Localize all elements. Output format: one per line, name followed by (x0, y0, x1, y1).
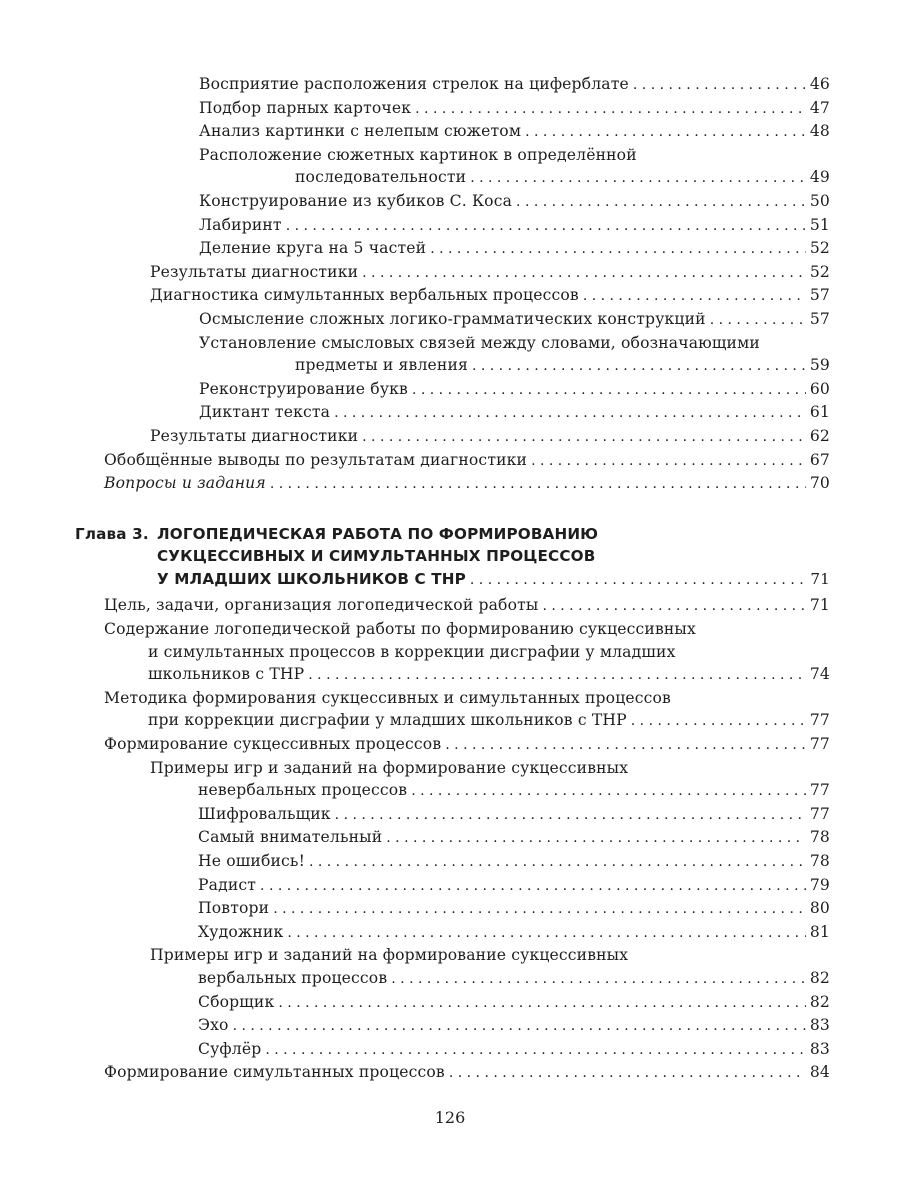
toc-entry-title: невербальных процессов (198, 781, 408, 800)
toc-entry-line (104, 687, 830, 710)
toc-entry-title: Не ошибись! (198, 852, 305, 870)
leader-dots (411, 780, 806, 803)
toc-entry-page: 82 (809, 968, 830, 987)
toc-entry-title: и симультанных процессов в коррекции дисграфии у младших (148, 642, 676, 661)
chapter-line-3 (75, 568, 830, 592)
toc-entry-title: Деление круга на 5 частей (199, 239, 427, 258)
leader-dots (415, 98, 806, 121)
toc-entry-line (199, 120, 830, 144)
leader-dots (531, 450, 806, 473)
toc-entry-line (198, 803, 830, 827)
leader-dots (278, 992, 805, 1015)
leader-dots (362, 426, 806, 449)
leader-dots (449, 1062, 806, 1085)
toc-entry[interactable] (150, 261, 830, 285)
toc-entry-line (199, 401, 830, 425)
toc-entry-line (104, 1061, 830, 1085)
toc-entry-title: Диагностика симультанных вербальных процессов (150, 286, 579, 305)
toc-entry-title: Восприятие расположения стрелок на циферблате (199, 75, 629, 93)
toc-entry-line (150, 284, 830, 308)
toc-entry-title: Осмысление сложных логико-грамматических конструкций (199, 309, 706, 328)
toc-entry-line (198, 1038, 830, 1062)
toc-entry-line (104, 472, 830, 496)
leader-dots (386, 827, 806, 850)
toc-entry[interactable] (104, 472, 830, 496)
toc-entry[interactable] (198, 1038, 830, 1062)
toc-entry-line (198, 1014, 830, 1038)
toc-entry-line (104, 449, 830, 473)
toc-entry-page: 52 (809, 262, 830, 281)
leader-dots (391, 968, 806, 991)
toc-entry-page: 78 (809, 828, 830, 847)
toc-entry-line (199, 332, 830, 355)
toc-entry-page: 70 (809, 474, 830, 493)
leader-dots (334, 402, 806, 425)
toc-entry-line (104, 709, 830, 733)
toc-entry-title: последовательности (295, 168, 467, 187)
toc-entry-page: 62 (809, 426, 830, 445)
toc-entry[interactable] (104, 594, 830, 618)
chapter-title-line: У МЛАДШИХ ШКОЛЬНИКОВ С ТНР (157, 569, 466, 588)
toc-entry-title: Примеры игр и заданий на формирование сукцессивных (150, 758, 629, 777)
toc-entry-line (199, 166, 830, 190)
toc-entry[interactable] (199, 144, 830, 190)
toc-entry[interactable] (198, 921, 830, 945)
toc-entry-page: 61 (809, 403, 830, 422)
toc-entry-line (104, 663, 830, 687)
toc-entry[interactable] (150, 757, 830, 803)
toc-entry[interactable] (199, 401, 830, 425)
toc-entry-line (198, 897, 830, 921)
toc-entry-title: Обобщённые выводы по результатам диагностики (104, 450, 528, 469)
toc-entry-title: Эхо (198, 1016, 229, 1035)
section-gap (0, 496, 900, 523)
toc-entry-page: 78 (809, 852, 830, 870)
leader-dots (270, 473, 806, 496)
chapter-line-2 (75, 545, 830, 568)
toc-entry-page: 49 (809, 168, 830, 187)
leader-dots (583, 285, 806, 308)
toc-entry-title: Лабиринт (199, 215, 282, 234)
chapter-number: Глава 3. (75, 524, 149, 543)
toc-entry-line (199, 97, 830, 121)
toc-entry-line (198, 921, 830, 945)
toc-entry[interactable] (198, 1014, 830, 1038)
toc-entry-title: Конструирование из кубиков С. Коса (199, 191, 513, 210)
toc-entry-title: Цель, задачи, организация логопедической работы (104, 596, 539, 615)
toc-section-bottom (0, 594, 900, 1084)
toc-entry[interactable] (150, 944, 830, 990)
toc-entry-line (199, 214, 830, 238)
leader-dots (525, 121, 806, 144)
toc-entry[interactable] (104, 449, 830, 473)
toc-entry-line (198, 826, 830, 850)
toc-entry-title: Содержание логопедической работы по формированию сукцессивных (104, 620, 696, 639)
toc-entry[interactable] (104, 618, 830, 687)
toc-entry-line (150, 779, 830, 803)
toc-entry-title: Повтори (198, 899, 270, 918)
leader-dots (260, 875, 806, 898)
leader-dots (631, 710, 806, 733)
toc-entry-line (199, 378, 830, 402)
toc-entry-line (104, 641, 830, 664)
toc-entry[interactable] (199, 120, 830, 144)
leader-dots (472, 355, 806, 378)
leader-dots (273, 898, 806, 921)
leader-dots (233, 1015, 806, 1038)
leader-dots (412, 379, 806, 402)
toc-entry-title: Расположение сюжетных картинок в определённой (199, 145, 637, 164)
toc-entry-title: Установление смысловых связей между словами, обозначающими (199, 333, 760, 352)
toc-entry-page: 77 (809, 711, 830, 730)
toc-entry[interactable] (199, 73, 830, 97)
toc-entry-page: 57 (809, 286, 830, 305)
toc-entry-page: 77 (809, 735, 830, 754)
toc-entry-title: Примеры игр и заданий на формирование сукцессивных (150, 946, 629, 965)
toc-entry-page: 59 (809, 356, 830, 375)
toc-entry[interactable] (198, 803, 830, 827)
chapter-title-line: ЛОГОПЕДИЧЕСКАЯ РАБОТА ПО ФОРМИРОВАНИЮ (157, 524, 599, 543)
toc-entry-title: школьников с ТНР (148, 665, 305, 684)
toc-entry-title: Вопросы и задания (104, 474, 266, 493)
toc-entry-page: 79 (809, 875, 830, 894)
toc-entry-line (150, 425, 830, 449)
toc-entry-page: 60 (809, 379, 830, 398)
toc-entry-title: Диктант текста (199, 403, 331, 422)
toc-entry[interactable] (198, 991, 830, 1015)
leader-dots (362, 262, 806, 285)
toc-entry[interactable] (199, 378, 830, 402)
toc-entry-page: 67 (809, 450, 830, 469)
leader-dots (286, 215, 806, 238)
chapter-heading[interactable] (75, 523, 830, 592)
leader-dots (445, 734, 806, 757)
leader-dots (287, 922, 805, 945)
toc-entry-line (104, 733, 830, 757)
leader-dots (633, 74, 806, 97)
toc-entry-line (104, 618, 830, 641)
toc-entry[interactable] (150, 284, 830, 308)
toc-entry-page: 52 (809, 239, 830, 258)
toc-entry-title: Самый внимательный (198, 828, 383, 847)
toc-entry[interactable] (104, 1061, 830, 1085)
toc-entry-title: при коррекции дисграфии у младших школьников с ТНР (148, 711, 627, 730)
toc-entry-page: 48 (809, 122, 830, 141)
toc-entry-title: Суфлёр (198, 1039, 262, 1058)
table-of-contents (0, 73, 900, 1085)
toc-entry-title: вербальных процессов (198, 968, 388, 987)
toc-entry-line (150, 757, 830, 780)
toc-entry-page: 81 (809, 922, 830, 941)
leader-dots (710, 309, 806, 332)
toc-entry[interactable] (199, 214, 830, 238)
toc-entry-page: 83 (809, 1016, 830, 1035)
toc-entry-title: Формирование сукцессивных процессов (104, 735, 442, 754)
toc-entry-title: Художник (198, 922, 284, 941)
toc-entry-line (199, 237, 830, 261)
toc-entry-page: 82 (809, 992, 830, 1011)
toc-entry[interactable] (199, 308, 830, 332)
leader-dots (309, 851, 806, 874)
toc-entry-title: Подбор парных карточек (199, 98, 412, 117)
leader-dots (470, 569, 806, 592)
toc-entry[interactable] (199, 97, 830, 121)
toc-entry-page: 47 (809, 98, 830, 117)
toc-entry[interactable] (198, 826, 830, 850)
toc-entry-title: Сборщик (198, 992, 275, 1011)
toc-entry-line (198, 874, 830, 898)
toc-entry-page: 50 (809, 191, 830, 210)
toc-entry[interactable] (198, 874, 830, 898)
leader-dots (430, 238, 806, 261)
toc-entry[interactable] (199, 332, 830, 378)
toc-entry-line (199, 354, 830, 378)
toc-entry-line (150, 944, 830, 967)
toc-entry-line (104, 594, 830, 618)
toc-entry-page: 57 (809, 309, 830, 328)
toc-entry-title: Методика формирования сукцессивных и симультанных процессов (104, 688, 671, 707)
toc-entry[interactable] (198, 850, 830, 874)
toc-entry[interactable] (104, 733, 830, 757)
toc-entry[interactable] (104, 687, 830, 733)
toc-entry[interactable] (199, 237, 830, 261)
leader-dots (265, 1039, 806, 1062)
toc-entry-title: Шифровальщик (198, 804, 331, 823)
toc-entry-line (199, 308, 830, 332)
toc-entry-title: Результаты диагностики (150, 426, 359, 445)
toc-entry-page: 80 (809, 899, 830, 918)
toc-entry-title: предметы и явления (295, 356, 468, 375)
toc-entry-page: 71 (809, 596, 830, 615)
toc-entry-title: Результаты диагностики (150, 262, 359, 281)
toc-entry-page: 84 (809, 1063, 830, 1082)
toc-entry-page: 51 (809, 215, 830, 234)
toc-entry-title: Анализ картинки с нелепым сюжетом (199, 122, 522, 141)
toc-entry-title: Формирование симультанных процессов (104, 1063, 445, 1082)
toc-entry-title: Реконструирование букв (199, 379, 408, 398)
leader-dots (470, 167, 806, 190)
leader-dots (516, 191, 806, 214)
leader-dots (542, 595, 805, 618)
toc-entry[interactable] (198, 897, 830, 921)
toc-entry-line (199, 144, 830, 167)
toc-entry-line (198, 991, 830, 1015)
toc-entry-line (199, 190, 830, 214)
toc-entry-line (150, 261, 830, 285)
chapter-title-line: СУКЦЕССИВНЫХ И СИМУЛЬТАННЫХ ПРОЦЕССОВ (157, 547, 596, 566)
toc-entry-page: 77 (809, 804, 830, 823)
toc-entry-page: 46 (809, 75, 830, 93)
chapter-line-1 (75, 523, 830, 546)
toc-entry[interactable] (150, 425, 830, 449)
toc-entry[interactable] (199, 190, 830, 214)
toc-entry-line (199, 73, 830, 97)
page-number: 126 (434, 1108, 466, 1127)
leader-dots (308, 664, 806, 687)
toc-entry-line (150, 967, 830, 991)
chapter-page: 71 (810, 569, 830, 588)
toc-entry-page: 77 (809, 781, 830, 800)
leader-dots (335, 804, 806, 827)
toc-entry-page: 83 (809, 1039, 830, 1058)
toc-entry-title: Радист (198, 875, 257, 894)
toc-entry-line (198, 850, 830, 874)
toc-section-top (0, 73, 900, 496)
toc-entry-page: 74 (809, 665, 830, 684)
